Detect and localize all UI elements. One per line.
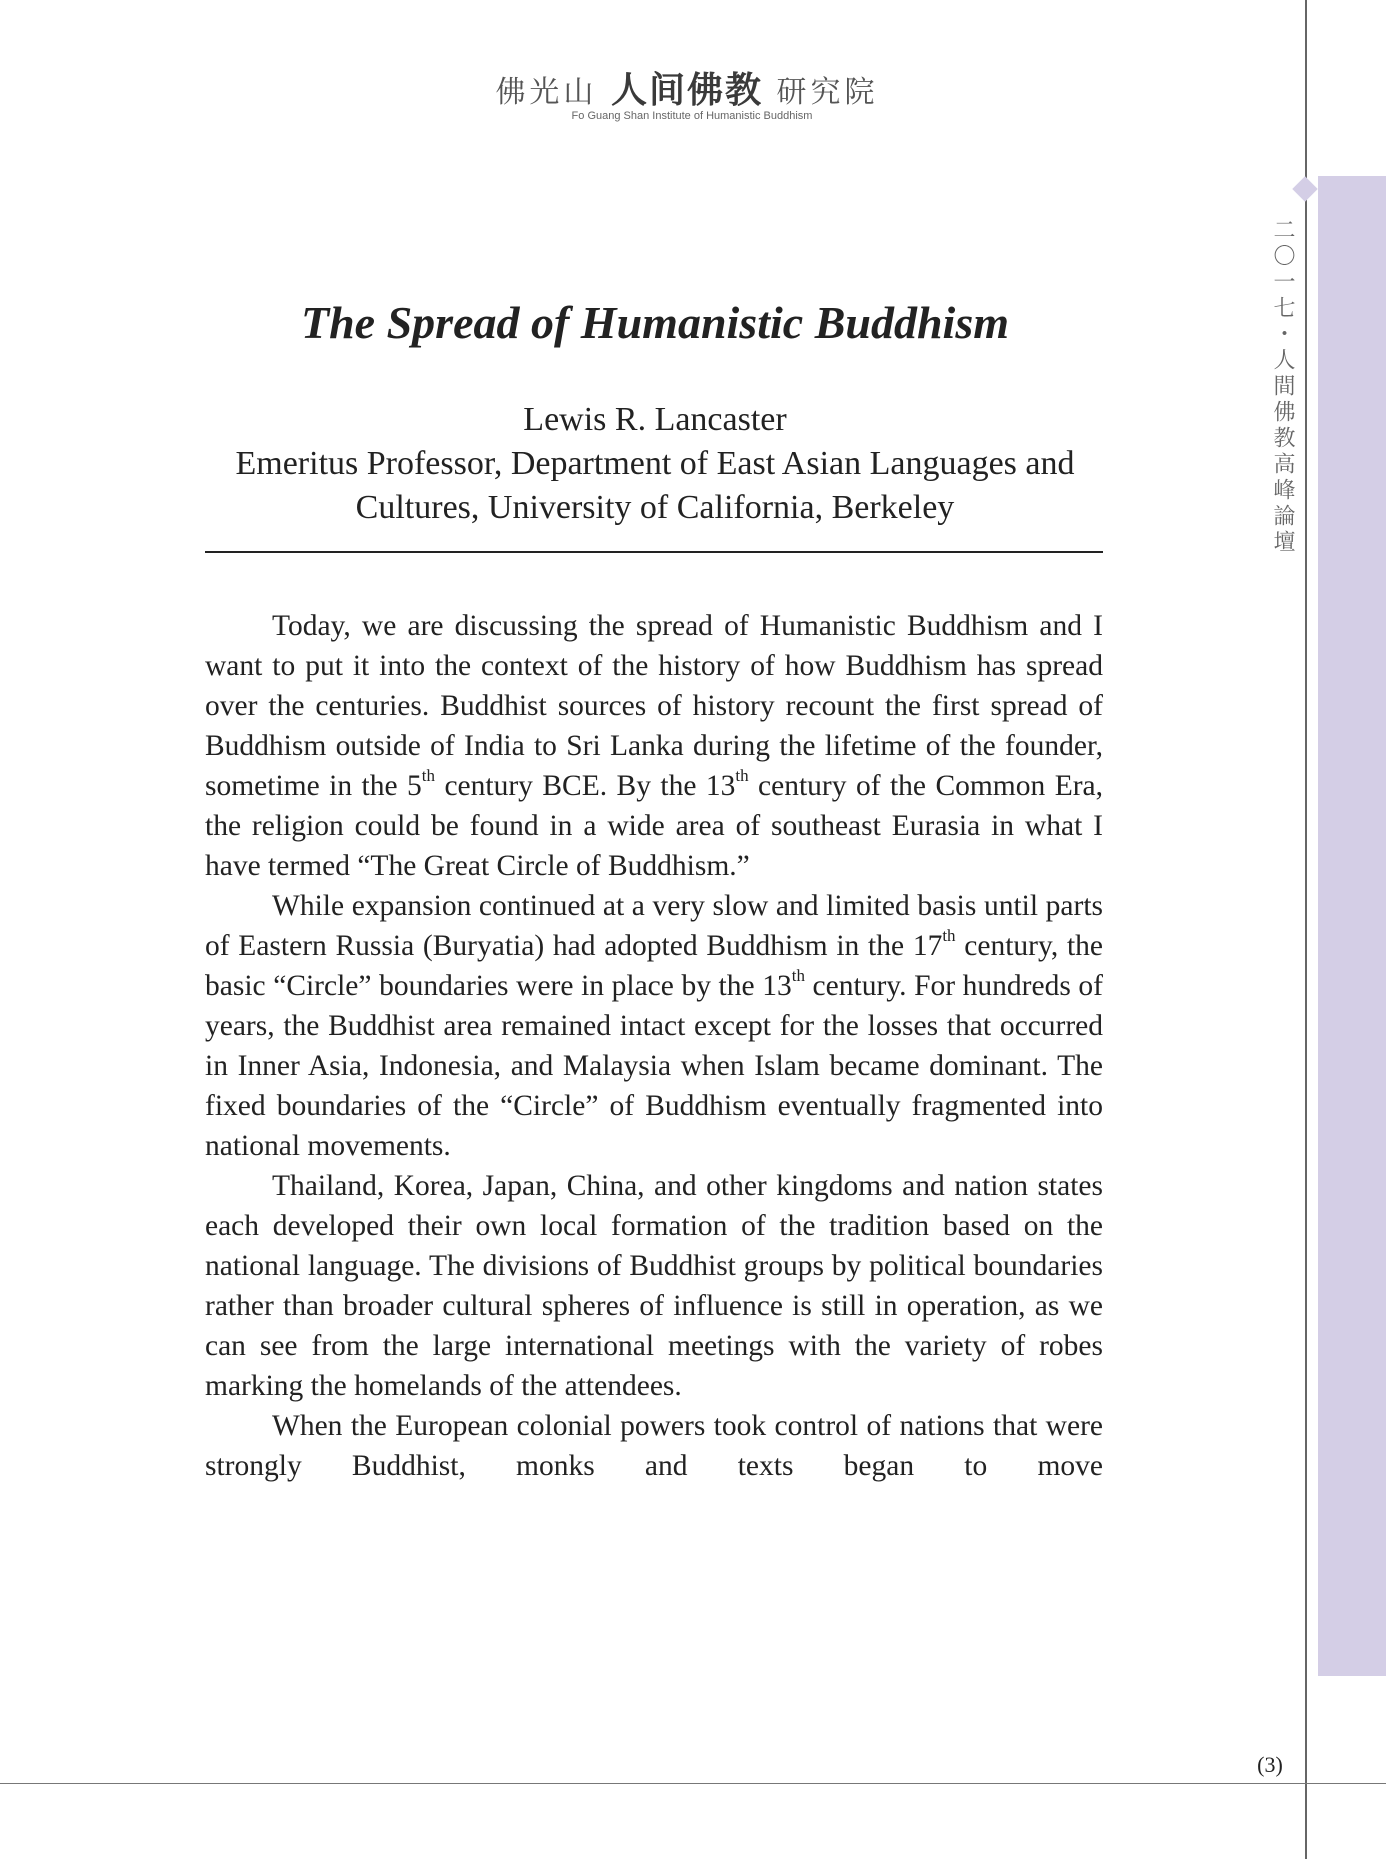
author-block xyxy=(205,398,1105,530)
diamond-ornament-icon xyxy=(1292,176,1317,201)
running-head-vertical: 二〇一七・人間佛教高峰論壇 xyxy=(1270,218,1295,556)
institute-logo xyxy=(487,62,887,112)
article-body xyxy=(205,606,1103,1486)
institute-english-name: Fo Guang Shan Institute of Humanistic Buddhism xyxy=(571,110,813,122)
author-affiliation-line-2: Cultures, University of California, Berkeley xyxy=(355,489,955,526)
paragraph-4: When the European colonial powers took control of nations that were strongly Buddhist, monks and texts began to move xyxy=(205,1410,1103,1482)
page-number: (3) xyxy=(1257,1752,1283,1777)
margin-vertical-rule xyxy=(1305,0,1307,1859)
paragraph-3: Thailand, Korea, Japan, China, and other kingdoms and nation states each developed their own local formation of the tradition based on the national language. The divisions of Buddhist groups by political boundaries rather than broader cultural spheres of influence is still in operation, as we can see from the large international meetings with the variety of robes marking the homelands of the attendees. xyxy=(205,1170,1103,1402)
title-divider xyxy=(205,551,1103,553)
logo-text-right: 研究院 xyxy=(776,75,879,110)
logo-text-middle: 人间佛教 xyxy=(610,69,763,111)
paragraph-1: Today, we are discussing the spread of Humanistic Buddhism and I want to put it into the context of the history of how Buddhism has spread over the centuries. Buddhist sources of history recount the first spread of Buddhism outside of India to Sri Lanka during the lifetime of the founder, sometime in the 5th century BCE. By the 13th century of the Common Era, the religion could be found in a wide area of southeast Eurasia in what I have termed “The Great Circle of Buddhism.” xyxy=(205,610,1104,882)
logo-text-left: 佛光山 xyxy=(495,75,598,110)
author-name: Lewis R. Lancaster xyxy=(523,401,787,438)
author-affiliation-line-1: Emeritus Professor, Department of East Asian Languages and xyxy=(235,445,1075,482)
paragraph-2: While expansion continued at a very slow and limited basis until parts of Eastern Russia (Buryatia) had adopted Buddhism in the 17th century, the basic “Circle” boundaries were in place by the 13th century. For hundreds of years, the Buddhist area remained intact except for the losses that occurred in Inner Asia, Indonesia, and Malaysia when Islam became dominant. The fixed boundaries of the “Circle” of Buddhism eventually fragmented into national movements. xyxy=(205,890,1104,1162)
footer-horizontal-rule xyxy=(0,1783,1386,1784)
article-title: The Spread of Humanistic Buddhism xyxy=(300,297,1009,348)
side-color-band xyxy=(1318,176,1386,1676)
